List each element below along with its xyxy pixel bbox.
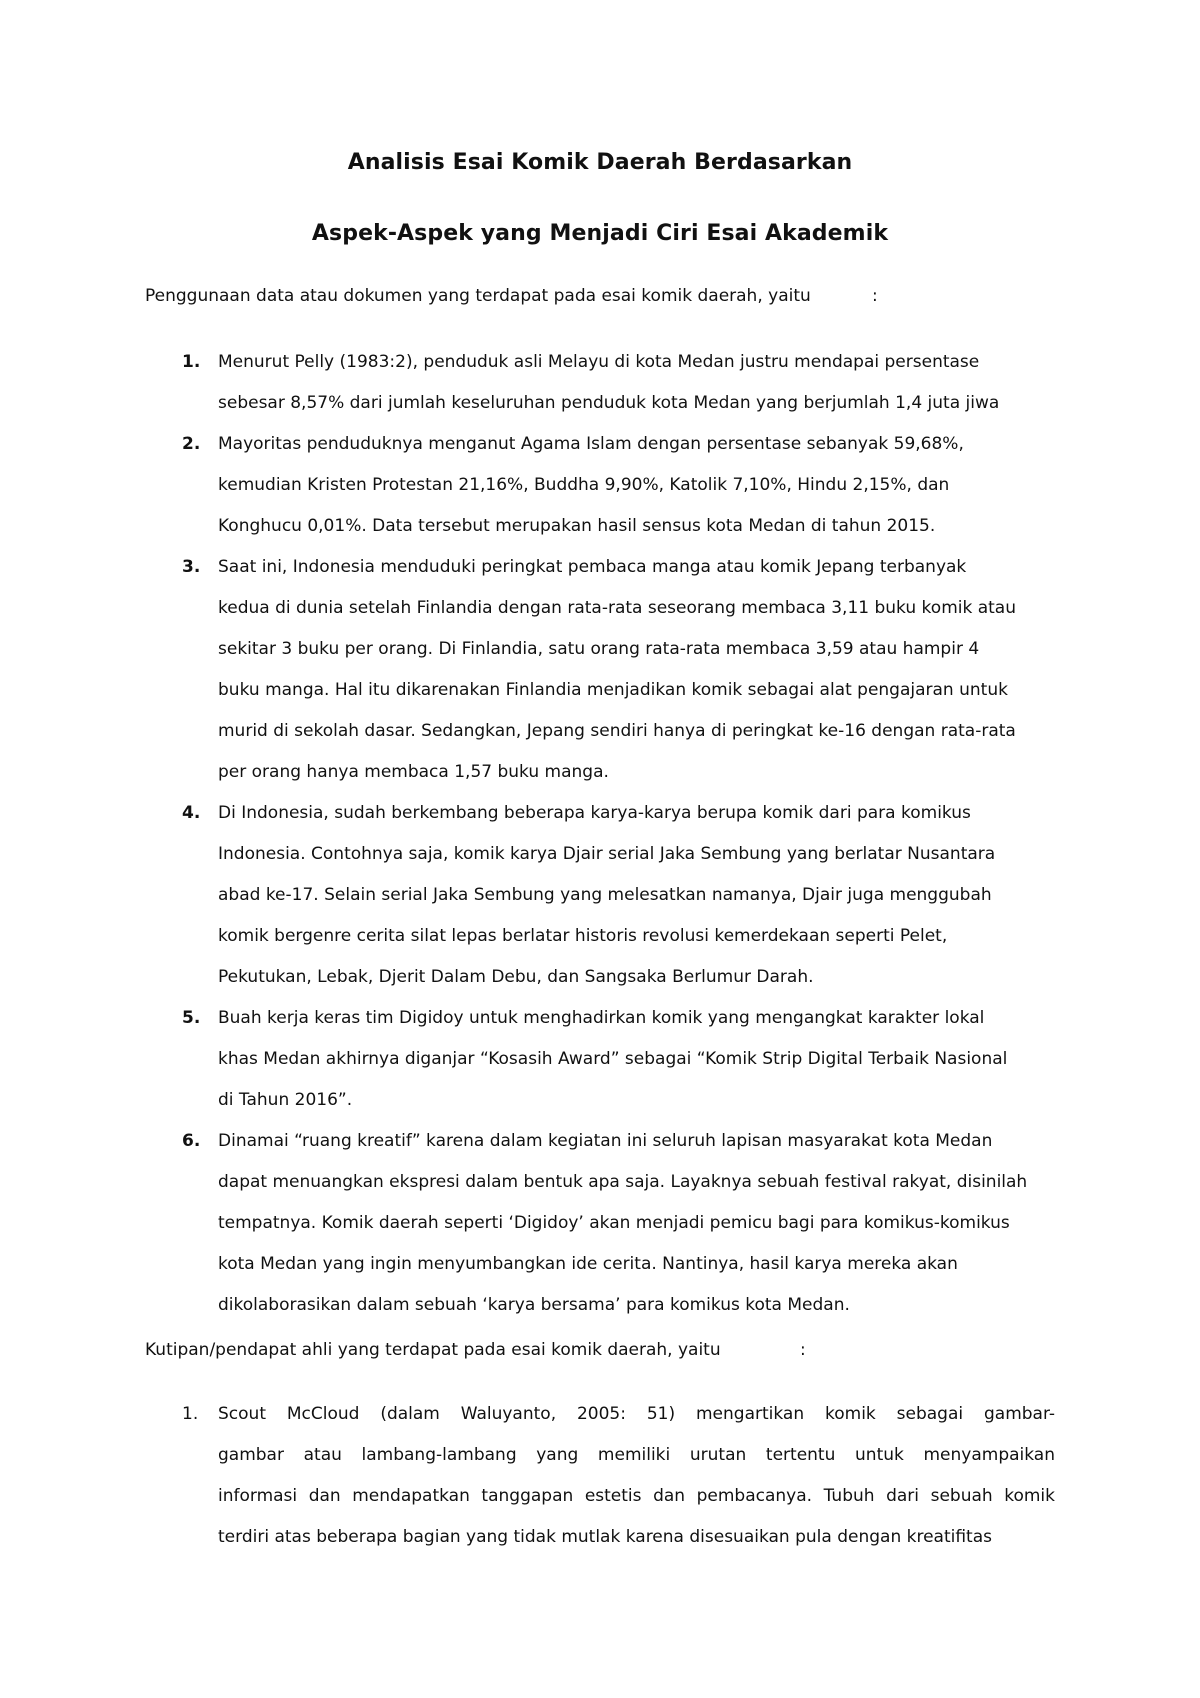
list-item-number: 1. (182, 1404, 199, 1424)
list-item-line: Mayoritas penduduknya menganut Agama Islam dengan persentase sebanyak 59,68%, (218, 434, 964, 454)
list-item-line: kemudian Kristen Protestan 21,16%, Buddha 9,90%, Katolik 7,10%, Hindu 2,15%, dan (218, 475, 950, 495)
list-item-line: informasi dan mendapatkan tanggapan estetis dan pembacanya. Tubuh dari sebuah komik (218, 1486, 1055, 1506)
list-item-line: tempatnya. Komik daerah seperti ‘Digidoy’ akan menjadi pemicu bagi para komikus-komikus (218, 1213, 1010, 1233)
list-item-line: per orang hanya membaca 1,57 buku manga. (218, 762, 609, 782)
list-item-line: murid di sekolah dasar. Sedangkan, Jepang sendiri hanya di peringkat ke-16 dengan rata-rata (218, 721, 1016, 741)
list-item-number: 6. (182, 1131, 201, 1151)
section-1-intro-text: Penggunaan data atau dokumen yang terdapat pada esai komik daerah, yaitu (145, 286, 811, 306)
section-2-intro (145, 1340, 1065, 1360)
section-2-list (0, 1394, 1200, 1558)
list-item-number: 3. (182, 557, 201, 577)
document-title-line-2: Aspek-Aspek yang Menjadi Ciri Esai Akademik (311, 221, 889, 246)
list-item (0, 1121, 1200, 1326)
list-item (0, 793, 1200, 998)
list-item-line: dikolaborasikan dalam sebuah ‘karya bersama’ para komikus kota Medan. (218, 1295, 850, 1315)
list-item-line: dapat menuangkan ekspresi dalam bentuk apa saja. Layaknya sebuah festival rakyat, disinilah (218, 1172, 1028, 1192)
list-item-line: kota Medan yang ingin menyumbangkan ide cerita. Nantinya, hasil karya mereka akan (218, 1254, 958, 1274)
list-item (0, 547, 1200, 793)
list-item-line: Menurut Pelly (1983:2), penduduk asli Melayu di kota Medan justru mendapai persentase (218, 352, 980, 372)
list-item-line: Konghucu 0,01%. Data tersebut merupakan hasil sensus kota Medan di tahun 2015. (218, 516, 936, 536)
list-item-line: Scout McCloud (dalam Waluyanto, 2005: 51) mengartikan komik sebagai gambar- (218, 1404, 1055, 1424)
section-2-intro-colon: : (800, 1340, 806, 1360)
list-item-line: Dinamai “ruang kreatif” karena dalam kegiatan ini seluruh lapisan masyarakat kota Medan (218, 1131, 993, 1151)
list-item-line: sebesar 8,57% dari jumlah keseluruhan penduduk kota Medan yang berjumlah 1,4 juta jiwa (218, 393, 1000, 413)
list-item-line: komik bergenre cerita silat lepas berlatar historis revolusi kemerdekaan seperti Pelet, (218, 926, 948, 946)
section-1-intro-colon: : (872, 286, 878, 306)
list-item-line: kedua di dunia setelah Finlandia dengan rata-rata seseorang membaca 3,11 buku komik atau (218, 598, 1016, 618)
list-item-line: khas Medan akhirnya diganjar “Kosasih Award” sebagai “Komik Strip Digital Terbaik Nasional (218, 1049, 1008, 1069)
list-item-line: Saat ini, Indonesia menduduki peringkat pembaca manga atau komik Jepang terbanyak (218, 557, 967, 577)
list-item-line: gambar atau lambang-lambang yang memiliki urutan tertentu untuk menyampaikan (218, 1445, 1055, 1465)
list-item-line: sekitar 3 buku per orang. Di Finlandia, satu orang rata-rata membaca 3,59 atau hampir 4 (218, 639, 980, 659)
list-item (0, 1394, 1200, 1558)
list-item-number: 5. (182, 1008, 201, 1028)
section-2-intro-text: Kutipan/pendapat ahli yang terdapat pada esai komik daerah, yaitu (145, 1340, 721, 1360)
list-item-line: abad ke-17. Selain serial Jaka Sembung yang melesatkan namanya, Djair juga menggubah (218, 885, 992, 905)
section-1-intro (145, 286, 1065, 306)
list-item-number: 2. (182, 434, 201, 454)
section-1-list (0, 342, 1200, 1326)
list-item-line: terdiri atas beberapa bagian yang tidak mutlak karena disesuaikan pula dengan kreatifitas (218, 1527, 992, 1547)
list-item-line: di Tahun 2016”. (218, 1090, 353, 1110)
list-item-number: 4. (182, 803, 201, 823)
document-title-line-1: Analisis Esai Komik Daerah Berdasarkan (347, 150, 853, 175)
list-item-line: buku manga. Hal itu dikarenakan Finlandia menjadikan komik sebagai alat pengajaran untuk (218, 680, 1008, 700)
list-item-number: 1. (182, 352, 201, 372)
list-item (0, 424, 1200, 547)
list-item-line: Pekutukan, Lebak, Djerit Dalam Debu, dan Sangsaka Berlumur Darah. (218, 967, 814, 987)
list-item (0, 342, 1200, 424)
list-item-line: Buah kerja keras tim Digidoy untuk menghadirkan komik yang mengangkat karakter lokal (218, 1008, 985, 1028)
list-item-line: Di Indonesia, sudah berkembang beberapa karya-karya berupa komik dari para komikus (218, 803, 971, 823)
list-item-line: Indonesia. Contohnya saja, komik karya Djair serial Jaka Sembung yang berlatar Nusantara (218, 844, 996, 864)
list-item (0, 998, 1200, 1121)
